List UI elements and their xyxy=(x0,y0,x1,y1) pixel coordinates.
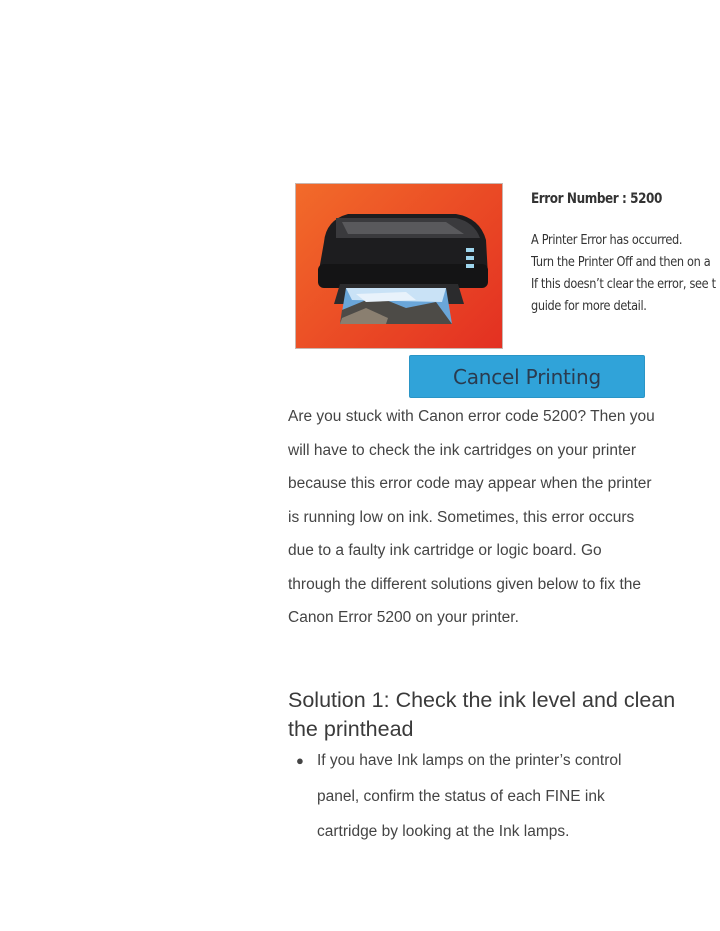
error-screenshot xyxy=(294,183,720,403)
error-line: Turn the Printer Off and then on a xyxy=(531,254,711,270)
error-line: A Printer Error has occurred. xyxy=(531,232,683,248)
printer-illustration xyxy=(296,184,502,348)
error-number-title: Error Number : 5200 xyxy=(531,191,662,207)
error-line: guide for more detail. xyxy=(531,298,647,314)
list-item-text: If you have Ink lamps on the printer’s control panel, confirm the status of each FINE ink cartridge by looking at the Ink lamps. xyxy=(317,752,622,840)
printer-photo xyxy=(295,183,503,349)
error-message-panel xyxy=(531,191,720,341)
cancel-printing-button: Cancel Printing xyxy=(409,355,645,398)
bullet-icon: ● xyxy=(296,753,304,768)
list-item xyxy=(296,743,656,850)
solution-steps-list xyxy=(296,743,656,850)
section-heading: Solution 1: Check the ink level and clean the printhead xyxy=(288,688,676,741)
error-line: If this doesn’t clear the error, see t xyxy=(531,276,716,292)
intro-paragraph: Are you stuck with Canon error code 5200? Then you will have to check the ink cartridges on your printer because this error code may appear when the printer is running low on ink. Sometimes, this error occurs due to a faulty ink cartridge or logic board. Go through the different solutions given below to fix the Canon Error 5200 on your printer. xyxy=(288,408,655,626)
